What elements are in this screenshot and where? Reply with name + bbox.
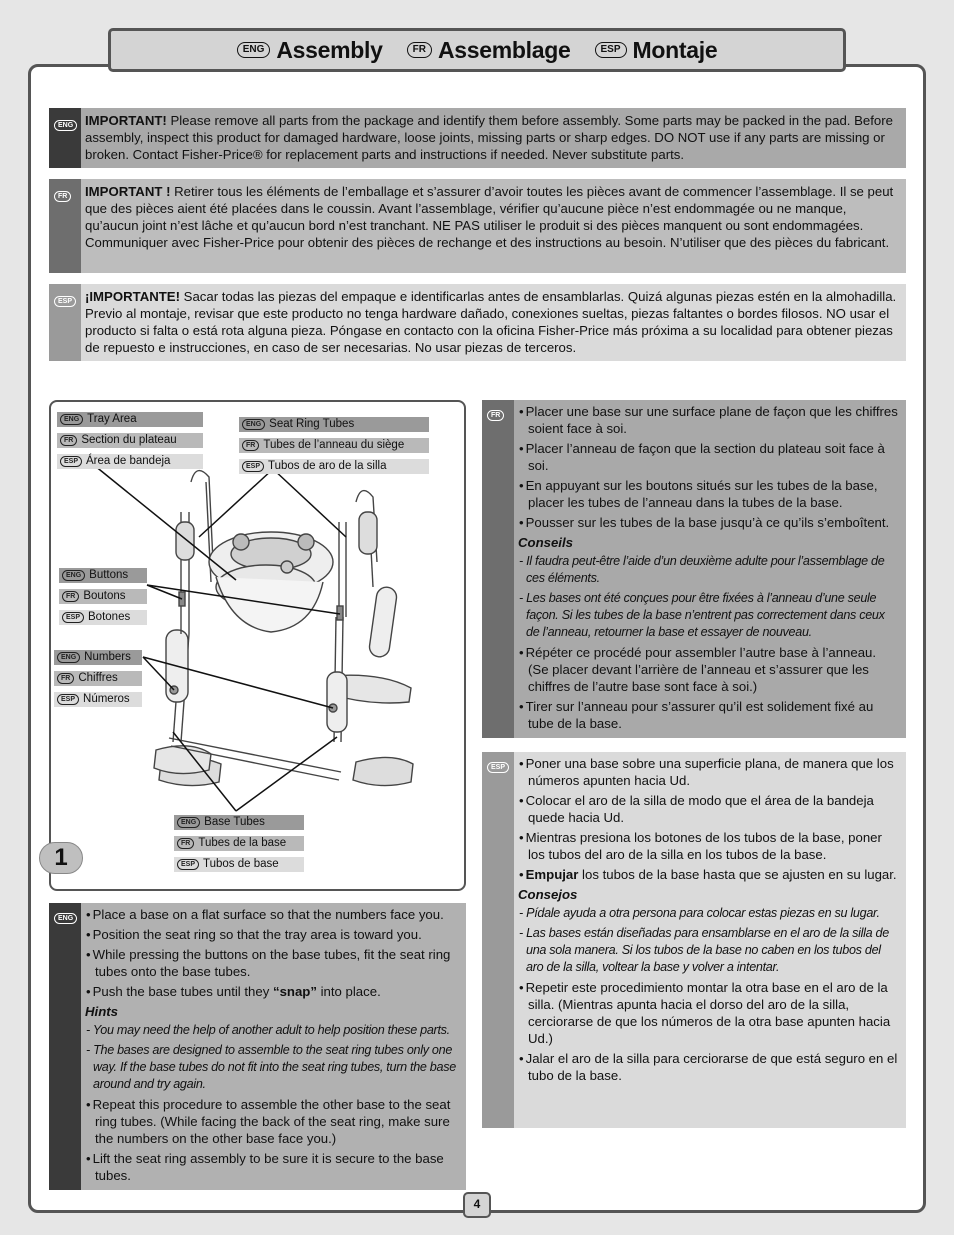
- lang-badge-eng: ENG: [54, 120, 77, 131]
- lang-badge-esp: ESP: [54, 296, 76, 307]
- label-base-tubes-eng: ENG Base Tubes: [174, 815, 304, 830]
- instructions-eng: [49, 903, 466, 1190]
- label-base-tubes-esp: ESP Tubos de base: [174, 857, 304, 872]
- important-text: Please remove all parts from the package and identify them before assembly. Some parts may be packed in the pad. Before assembly, inspect this product for damaged hardware, loose joints, missing parts or sharp edges. DO NOT use if any parts are missing or broken. Contact Fisher-Price® for replacement parts and instructions if needed. Never substitute parts.: [85, 113, 893, 162]
- title-esp: [595, 37, 718, 64]
- important-lead: IMPORTANT!: [85, 113, 167, 128]
- list-item: • Lift the seat ring assembly to be sure it is secure to the base tubes.: [85, 1150, 460, 1184]
- label-tray-eng: ENG Tray Area: [57, 412, 203, 427]
- list-item: • Empujar los tubos de la base hasta que se ajusten en su lugar.: [518, 866, 900, 883]
- label-tray-esp: ESP Área de bandeja: [57, 454, 203, 469]
- hints-heading: Hints: [85, 1004, 118, 1019]
- list-item: • Position the seat ring so that the tray area is toward you.: [85, 926, 460, 943]
- title-assembly: Assembly: [276, 36, 383, 63]
- list-item: • Tirer sur l’anneau pour s’assurer qu’il est solidement fixé au tube de la base.: [518, 698, 900, 732]
- hint: - Les bases ont été conçues pour être fixées à l’anneau d’une seule façon. Si les tubes de la base n’entrent pas correctement dans ceux de l’anneau, retourner la base et essayer de nouveau.: [519, 591, 885, 639]
- list-item: • Répéter ce procédé pour assembler l’autre base à l’anneau. (Se placer devant l’arrière de l’anneau et s’assurer que les chiffres de l’autre base sont face à soi.): [518, 644, 900, 695]
- lang-badge-fr: FR: [487, 410, 504, 421]
- lang-badge-esp: ESP: [487, 762, 509, 773]
- important-lead: ¡IMPORTANTE!: [85, 289, 180, 304]
- label-seat-ring-fr: FR Tubes de l’anneau du siège: [239, 438, 429, 453]
- hints-heading: Consejos: [518, 887, 578, 902]
- title-fr: [407, 37, 571, 64]
- list-item: • Push the base tubes until they “snap” into place.: [85, 983, 460, 1000]
- label-seat-ring-esp: ESP Tubos de aro de la silla: [239, 459, 429, 474]
- lang-badge-esp: ESP: [595, 42, 627, 58]
- label-base-tubes-fr: FR Tubes de la base: [174, 836, 304, 851]
- list-item: • Jalar el aro de la silla para cerciorarse de que está seguro en el tubo de la base.: [518, 1050, 900, 1084]
- lang-badge-fr: FR: [407, 42, 432, 58]
- hint: - The bases are designed to assemble to the seat ring tubes only one way. If the base tubes do not fit into the seat ring tubes, turn the base around and try again.: [86, 1043, 456, 1091]
- list-item: • Place a base on a flat surface so that the numbers face you.: [85, 906, 460, 923]
- list-item: • Placer l’anneau de façon que la section du plateau soit face à soi.: [518, 440, 900, 474]
- list-item: • Placer une base sur une surface plane de façon que les chiffres soient face à soi.: [518, 403, 900, 437]
- important-lead: IMPORTANT !: [85, 184, 171, 199]
- lang-badge-eng: ENG: [54, 913, 77, 924]
- label-numbers-eng: ENG Numbers: [54, 650, 142, 665]
- label-numbers-esp: ESP Números: [54, 692, 142, 707]
- label-tray-fr: FR Section du plateau: [57, 433, 203, 448]
- list-item: • Mientras presiona los botones de los tubos de la base, poner los tubos del aro de la silla en los tubos de la base.: [518, 829, 900, 863]
- hint: - Pídale ayuda a otra persona para colocar estas piezas en su lugar.: [519, 906, 880, 920]
- important-text: Retirer tous les éléments de l’emballage et s’assurer d’avoir toutes les pièces avant de commencer l’assemblage. Il se peut que des pièces aient été placées dans le coussin. Avant l’assemblage, vérifier qu’aucune pièce n’est endommagée ou ne manque, qu’aucun joint n’est lâche et qu’aucun bord n’est tranchant. NE PAS utiliser le produit si des pièces manquent ou sont endommagées. Communiquer avec Fisher-Price pour obtenir des pièces de rechange et des instructions au besoin. N’utiliser que des pièces du fabricant.: [85, 184, 894, 250]
- label-seat-ring-eng: ENG Seat Ring Tubes: [239, 417, 429, 432]
- important-eng: [49, 108, 906, 168]
- important-text: Sacar todas las piezas del empaque e identificarlas antes de ensamblarlas. Quizá algunas piezas estén en la almohadilla. Previo al montaje, revisar que este producto no tenga hardware dañado, conexiones sueltas, piezas faltantes o bordes filosos. NO usar el producto si falta o está rota alguna pieza. Póngase en contacto con la oficina Fisher-Price más próxima a su localidad para obtener piezas de repuesto e instrucciones, en caso de ser necesarias. No usar piezas de terceros.: [85, 289, 897, 355]
- label-buttons-eng: ENG Buttons: [59, 568, 147, 583]
- important-fr: [49, 179, 906, 273]
- hint: - Il faudra peut-être l’aide d’un deuxième adulte pour l’assemblage de ces éléments.: [519, 554, 885, 585]
- lang-badge-fr: FR: [54, 191, 71, 202]
- title-assemblage: Assemblage: [437, 36, 571, 63]
- hint: - You may need the help of another adult to help position these parts.: [86, 1023, 450, 1037]
- lang-badge-eng: ENG: [237, 42, 271, 58]
- list-item: • Repetir este procedimiento montar la otra base en el aro de la silla. (Mientras apunta hacia el dorso del aro de la silla, cerciorarse de que los números de la otra base apunten hacia Ud.): [518, 979, 900, 1047]
- assembly-illustration: [49, 400, 466, 891]
- instructions-esp: [482, 752, 906, 1128]
- label-buttons-fr: FR Boutons: [59, 589, 147, 604]
- list-item: • Colocar el aro de la silla de modo que el área de la bandeja quede hacia Ud.: [518, 792, 900, 826]
- list-item: • Repeat this procedure to assemble the other base to the seat ring tubes. (While facing the back of the seat ring, make sure the numbers on the other base face you.): [85, 1096, 460, 1147]
- hints-heading: Conseils: [518, 535, 573, 550]
- page-number: 4: [463, 1192, 491, 1218]
- important-esp: [49, 284, 906, 361]
- list-item: • Pousser sur les tubes de la base jusqu’à ce qu’ils s’emboîtent.: [518, 514, 900, 531]
- list-item: • Poner una base sobre una superficie plana, de manera que los números apunten hacia Ud.: [518, 755, 900, 789]
- title-montaje: Montaje: [632, 36, 718, 63]
- label-buttons-esp: ESP Botones: [59, 610, 147, 625]
- instructions-fr: [482, 400, 906, 738]
- title-eng: [237, 37, 383, 64]
- step-number: 1: [39, 842, 83, 874]
- list-item: • While pressing the buttons on the base tubes, fit the seat ring tubes onto the base tubes.: [85, 946, 460, 980]
- label-numbers-fr: FR Chiffres: [54, 671, 142, 686]
- list-item: • En appuyant sur les boutons situés sur les tubes de la base, placer les tubes de l’anneau dans la tubes de la base.: [518, 477, 900, 511]
- page-title-bar: [108, 28, 846, 72]
- hint: - Las bases están diseñadas para ensamblarse en el aro de la silla de una sola manera. Si los tubos de la base no caben en los tubos del aro de la silla, voltear la base y volver a intentar.: [519, 926, 889, 974]
